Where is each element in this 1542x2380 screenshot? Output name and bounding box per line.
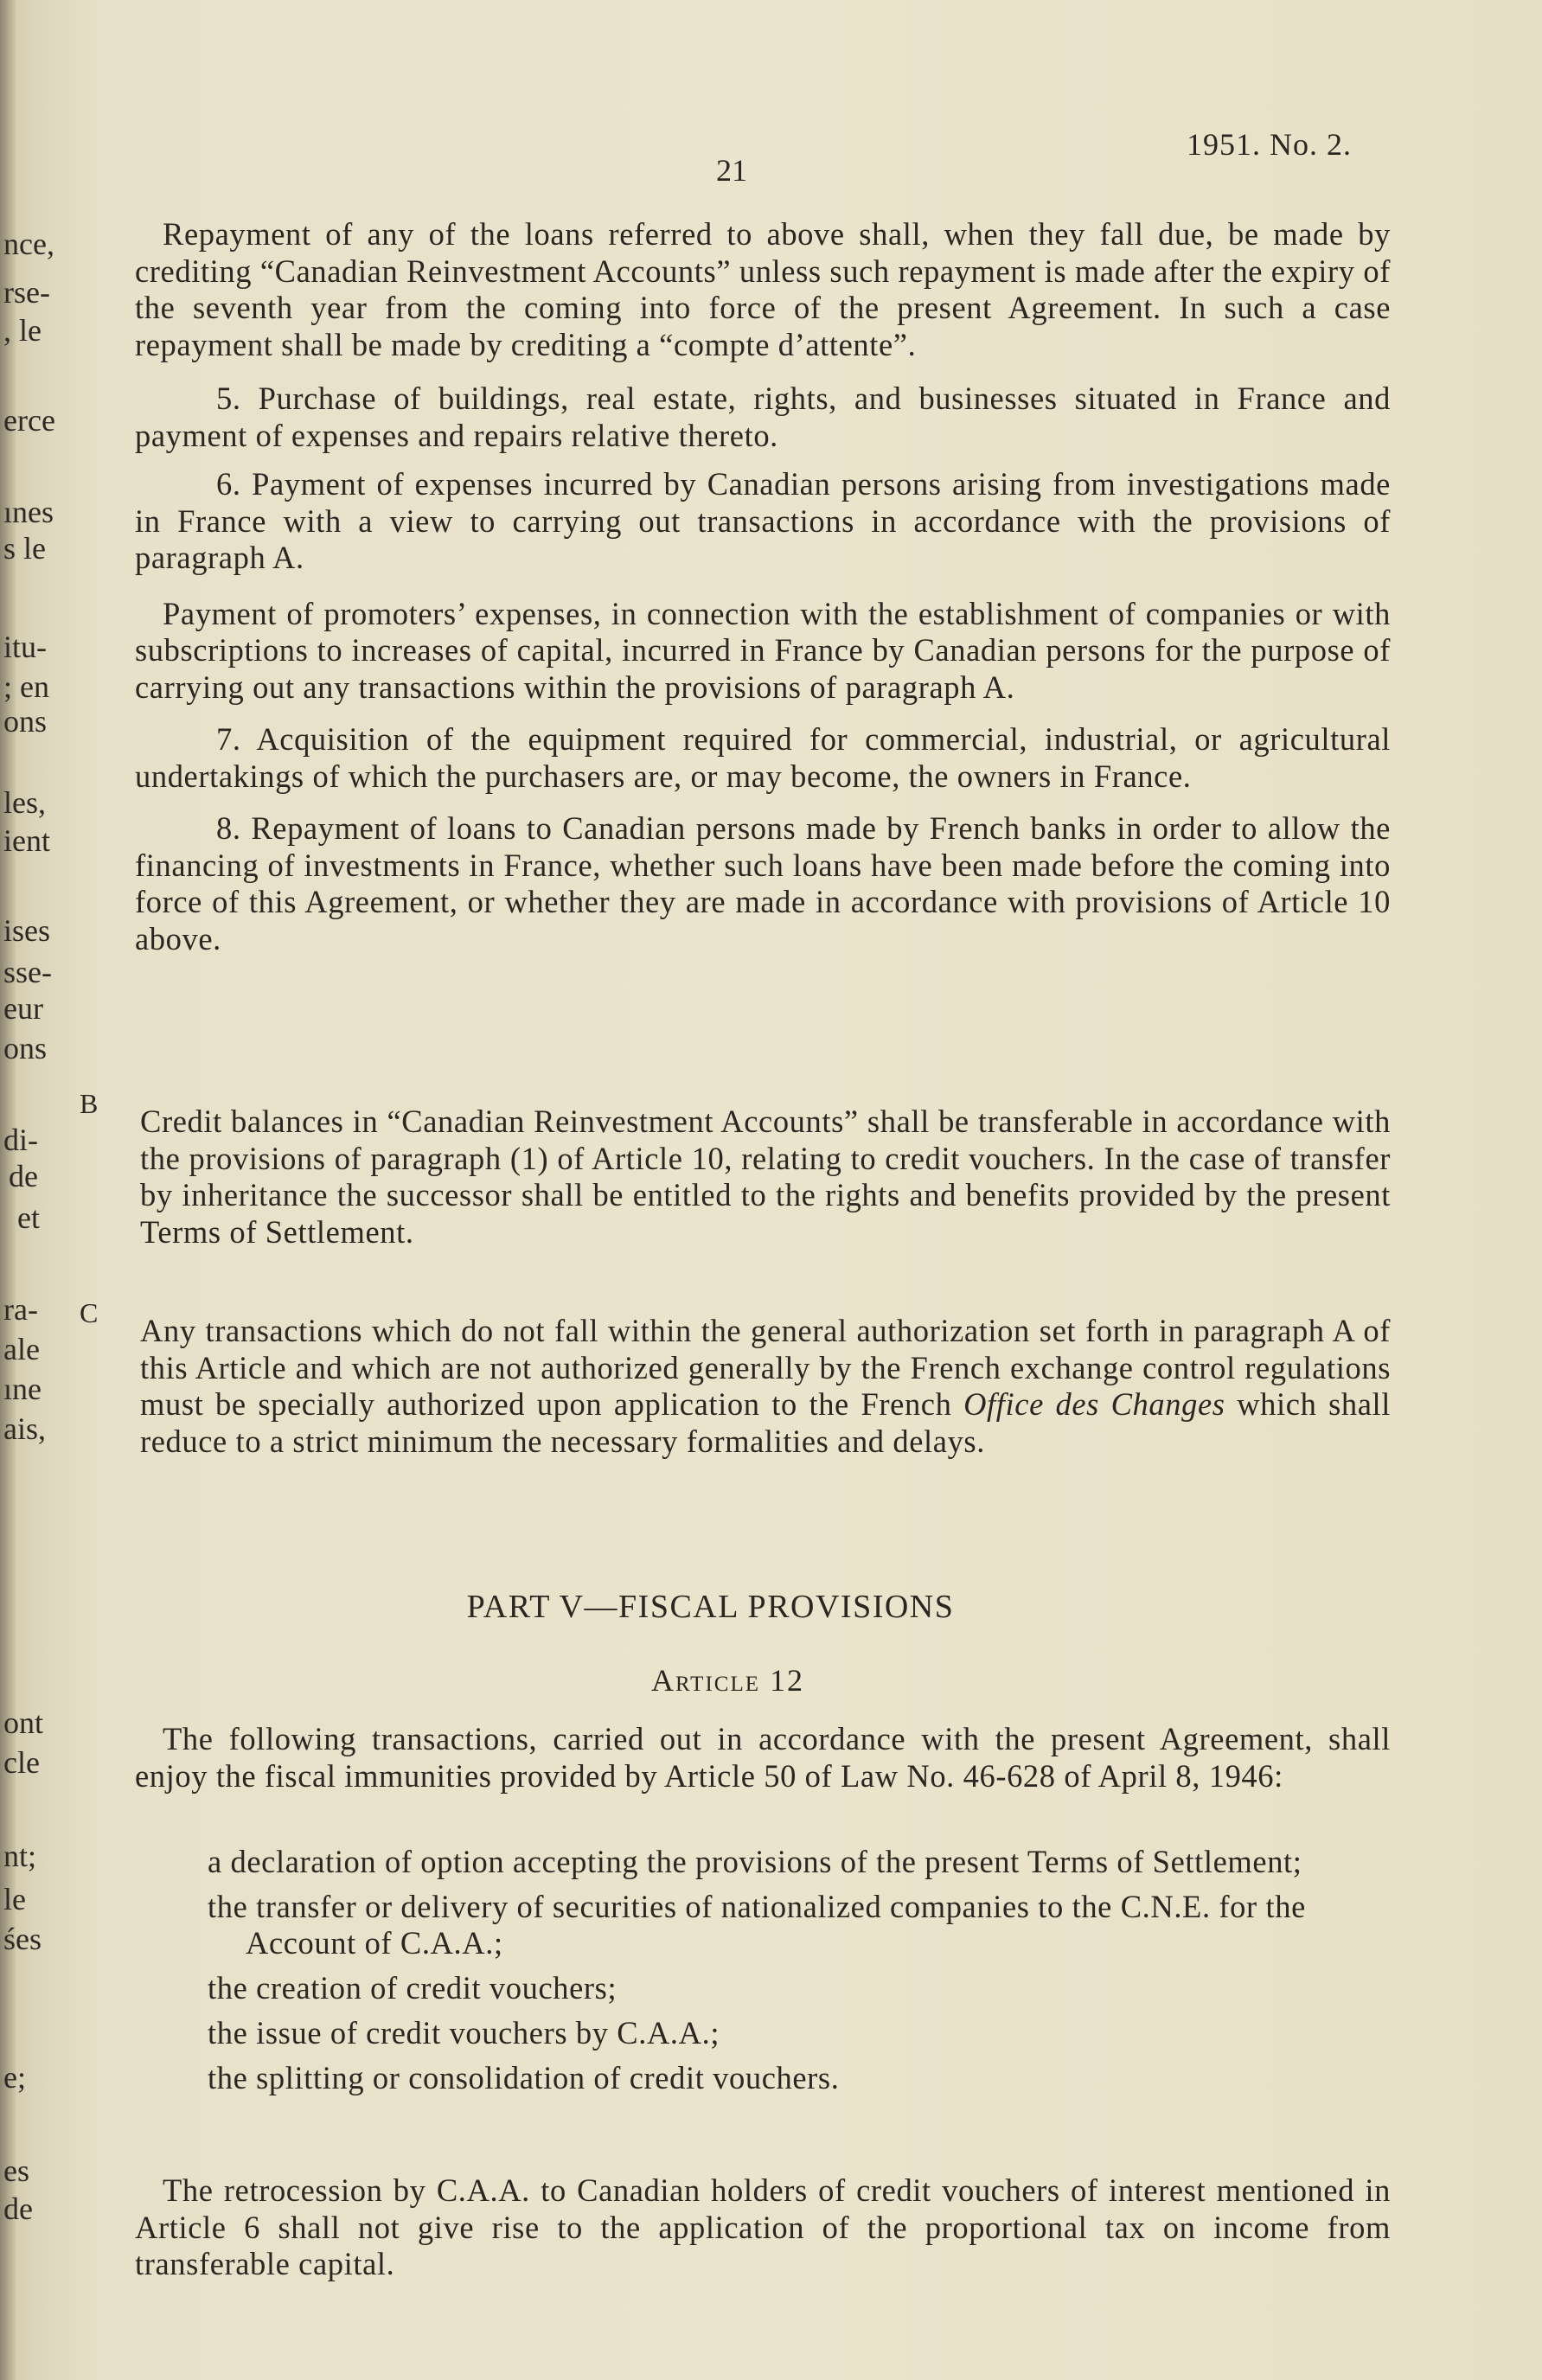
paragraph-c-block [140, 1313, 1391, 1460]
article-12-intro-block [135, 1721, 1391, 1795]
margin-fragment: ont [3, 1705, 44, 1740]
article-12-list [208, 1844, 1391, 2096]
article-12-closing: The retrocession by C.A.A. to Canadian holders of credit vouchers of interest mentioned in Article 6 shall not give rise to the application of the proportional tax on income from transferable capital. [135, 2172, 1391, 2281]
paragraph-7: 7. Acquisition of the equipment required for commercial, industrial, or agricultural undertakings of which the purchasers are, or may become, the owners in France. [135, 721, 1391, 794]
paragraph-c [140, 1313, 1391, 1460]
margin-fragment: ons [3, 704, 48, 739]
margin-fragment: ient [3, 823, 50, 858]
document-reference: 1951. No. 2. [1187, 127, 1352, 162]
margin-fragment: di- [3, 1123, 38, 1157]
section-letter-c: C [80, 1297, 99, 1328]
margin-fragment: nt; [3, 1839, 37, 1873]
paragraph-5: 5. Purchase of buildings, real estate, rights, and businesses situated in France and payment of expenses and repairs relative thereto. [135, 381, 1391, 453]
article-heading: Article 12 [651, 1663, 804, 1698]
paragraph-c-text-1: Any transactions which do not fall within the general authorization set forth in paragraph A of this Article and which are not authorized generally by the French exchange control regulations must be specially authorized upon application to the French [140, 1313, 1391, 1422]
article-12-closing-block [135, 2172, 1391, 2283]
margin-fragment: itu- [3, 630, 47, 664]
margin-fragment: śes [3, 1922, 42, 1956]
paragraph-8: 8. Repayment of loans to Canadian persons made by French banks in order to allow the financing of investments in France, whether such loans have been made before the coming into force of this Agreement, or whether they are made in accordance with provisions of Article 10 above. [135, 810, 1391, 956]
paragraph-c-text-2: which shall reduce to a strict minimum the necessary formalities and delays. [140, 1386, 1391, 1459]
list-item: the splitting or consolidation of credit vouchers. [208, 2060, 840, 2095]
margin-fragment: ıne [3, 1372, 42, 1406]
paragraph-b: Credit balances in “Canadian Reinvestment Accounts” shall be transferable in accordance with the provisions of paragraph (1) of Article 10, relating to credit vouchers. In the case of transfer by inheritance the successor shall be entitled to the rights and benefits provided by the present Terms of Settlement. [140, 1104, 1391, 1250]
margin-fragment: et [17, 1200, 40, 1235]
paragraph-repayment: Repayment of any of the loans referred to above shall, when they fall due, be made by crediting “Canadian Reinvestment Accounts” unless such repayment is made after the expiry of the seventh year from the coming into force of the present Agreement. In such a case repayment shall be made by crediting a “compte d’attente”. [135, 216, 1391, 362]
part-heading: PART V—FISCAL PROVISIONS [466, 1589, 955, 1625]
margin-fragment: s le [3, 531, 46, 566]
margin-fragment: sse- [3, 955, 52, 989]
office-des-changes: Office des Changes [963, 1386, 1225, 1422]
margin-fragment: les, [3, 785, 46, 820]
body-upper [135, 216, 1391, 957]
margin-fragment: e; [3, 2060, 26, 2095]
margin-fragment: erce [3, 403, 55, 438]
margin-fragment: , le [3, 313, 42, 348]
margin-fragment: ; en [3, 669, 49, 704]
margin-fragment: de [3, 2191, 33, 2226]
margin-fragment: ale [3, 1332, 40, 1366]
paragraph-promoters: Payment of promoters’ expenses, in connection with the establishment of companies or with subscriptions to increases of capital, incurred in France by Canadian persons for the purpose of carrying out any transactions within the provisions of paragraph A. [135, 595, 1391, 705]
page-number: 21 [716, 153, 747, 188]
margin-fragment: rse- [3, 275, 50, 310]
margin-fragment: cle [3, 1745, 40, 1780]
margin-fragment: ra- [3, 1292, 38, 1327]
margin-fragment: es [3, 2153, 29, 2188]
margin-fragment: ises [3, 913, 50, 948]
margin-fragment: ais, [3, 1411, 46, 1446]
margin-fragment: le [3, 1882, 26, 1916]
margin-fragment: de [9, 1159, 38, 1193]
list-item: the transfer or delivery of securities of nationalized companies to the C.N.E. for the Account of C.A.A.; [208, 1889, 1306, 1961]
section-letter-b: B [80, 1088, 99, 1119]
margin-fragment: nce, [3, 227, 54, 261]
list-item: the creation of credit vouchers; [208, 1970, 617, 2006]
margin-fragment: eur [3, 991, 43, 1026]
paragraph-b-block [140, 1104, 1391, 1251]
list-item: the issue of credit vouchers by C.A.A.; [208, 2015, 720, 2051]
margin-fragment: ons [3, 1031, 48, 1065]
list-item: a declaration of option accepting the provisions of the present Terms of Settlement; [208, 1844, 1302, 1879]
article-12-intro: The following transactions, carried out in accordance with the present Agreement, shall enjoy the fiscal immunities provided by Article 50 of Law No. 46-628 of April 8, 1946: [135, 1721, 1391, 1794]
margin-fragment: ınes [3, 495, 54, 529]
paragraph-6: 6. Payment of expenses incurred by Canadian persons arising from investigations made in France with a view to carrying out transactions in accordance with the provisions of paragraph A. [135, 466, 1391, 575]
